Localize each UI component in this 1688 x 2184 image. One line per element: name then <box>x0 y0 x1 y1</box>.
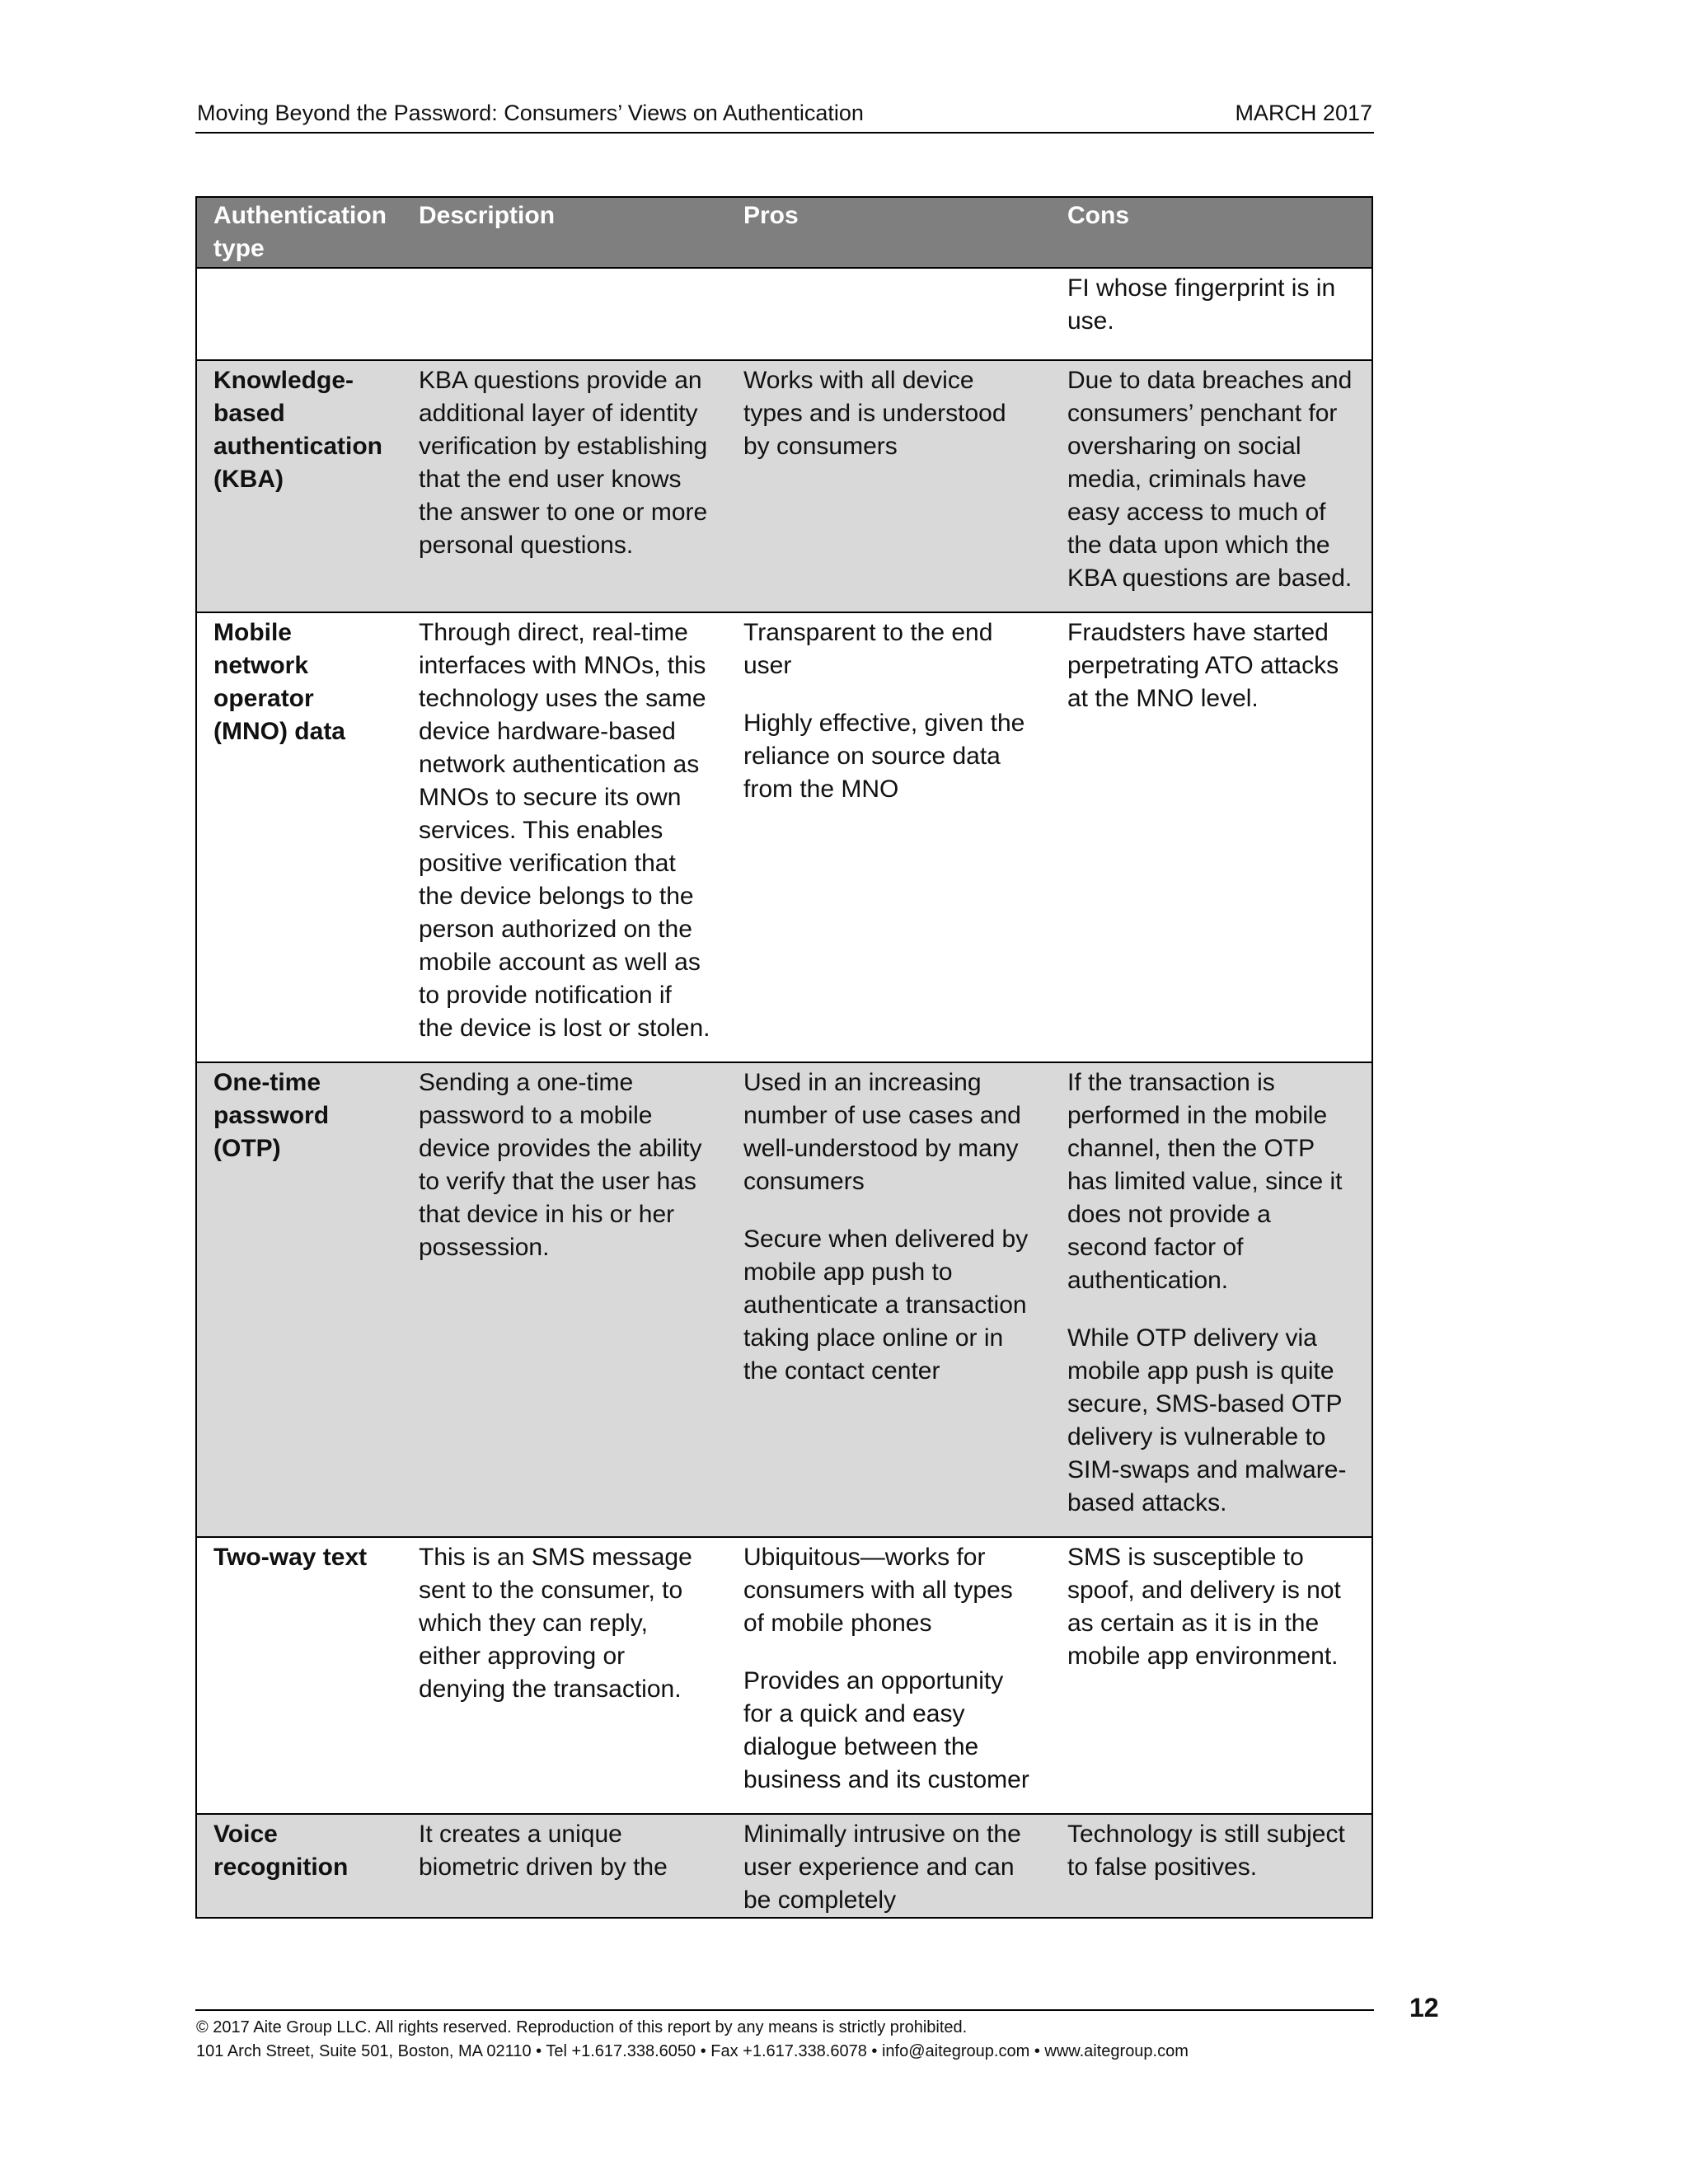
table-row <box>196 360 1372 612</box>
contact-info: 101 Arch Street, Suite 501, Boston, MA 02110 • Tel +1.617.338.6050 • Fax +1.617.338.6078 • info@aitegroup.com • www.aitegroup.com <box>196 2042 1189 2060</box>
column-header: Authentication type <box>196 197 402 268</box>
type-cell <box>196 268 402 360</box>
column-header: Cons <box>1051 197 1372 268</box>
table-row <box>196 1814 1372 1918</box>
cons-cell <box>1051 1537 1372 1814</box>
pros-text: Minimally intrusive on the user experience and can be completely <box>743 1821 1021 1914</box>
type-cell: Knowledge-based authentication (KBA) <box>213 367 383 493</box>
pros-cell <box>727 268 1051 360</box>
pros-cell <box>727 1537 1051 1814</box>
column-header: Pros <box>727 197 1051 268</box>
table-row <box>196 1537 1372 1814</box>
description-cell <box>402 1537 727 1814</box>
cons-text: Due to data breaches and consumers’ penchant for oversharing on social media, criminals have easy access to much of the data upon which the KBA questions are based. <box>1067 367 1353 592</box>
cons-text: Fraudsters have started perpetrating ATO attacks at the MNO level. <box>1067 619 1339 712</box>
description-text: KBA questions provide an additional layer of identity verification by establishing that the end user knows the answer to one or more personal questions. <box>419 367 708 559</box>
description-text: Through direct, real-time interfaces with MNOs, this technology uses the same device hardware-based network authentication as MNOs to secure its own services. This enables positive verification that the device belongs to the person authorized on the mobile account as well as to provide notification if the device is lost or stolen. <box>419 619 710 1042</box>
table-row <box>196 1062 1372 1537</box>
authentication-table <box>195 196 1373 1919</box>
pros-cell <box>727 1062 1051 1537</box>
description-cell <box>402 1814 727 1918</box>
pros-cell <box>727 360 1051 612</box>
column-header: Description <box>402 197 727 268</box>
table-header-row <box>196 197 1372 268</box>
description-cell <box>402 612 727 1062</box>
description-cell <box>402 1062 727 1537</box>
cons-cell <box>1051 1062 1372 1537</box>
cons-text: If the transaction is performed in the mobile channel, then the OTP has limited value, since it does not provide a second factor of authentication. <box>1067 1069 1343 1294</box>
cons-cell <box>1051 268 1372 360</box>
pros-text: Provides an opportunity for a quick and easy dialogue between the business and its customer <box>743 1667 1029 1793</box>
cons-text: While OTP delivery via mobile app push is quite secure, SMS-based OTP delivery is vulnerable to SIM-swaps and malware-based attacks. <box>1067 1324 1347 1516</box>
pros-text: Works with all device types and is understood by consumers <box>743 367 1006 460</box>
pros-text: Secure when delivered by mobile app push to authenticate a transaction taking place online or in the contact center <box>743 1226 1029 1385</box>
cons-text: SMS is susceptible to spoof, and delivery is not as certain as it is in the mobile app environment. <box>1067 1544 1341 1670</box>
pros-cell <box>727 1814 1051 1918</box>
document-date: MARCH 2017 <box>1235 101 1372 125</box>
type-cell: One-time password (OTP) <box>213 1069 330 1162</box>
document-title: Moving Beyond the Password: Consumers’ Views on Authentication <box>197 101 864 125</box>
description-text: It creates a unique biometric driven by the <box>419 1821 668 1881</box>
table-row <box>196 268 1372 360</box>
pros-text: Transparent to the end user <box>743 619 993 679</box>
pros-text: Used in an increasing number of use cases and well-understood by many consumers <box>743 1069 1021 1195</box>
page-number: 12 <box>1409 1993 1439 2022</box>
description-cell <box>402 360 727 612</box>
footer-divider <box>195 2009 1374 2011</box>
description-text: This is an SMS message sent to the consumer, to which they can reply, either approving or denying the transaction. <box>419 1544 692 1703</box>
cons-text: FI whose fingerprint is in use. <box>1067 274 1336 335</box>
cons-cell <box>1051 1814 1372 1918</box>
cons-cell <box>1051 612 1372 1062</box>
pros-text: Highly effective, given the reliance on source data from the MNO <box>743 710 1025 803</box>
pros-text: Ubiquitous—works for consumers with all types of mobile phones <box>743 1544 1013 1637</box>
cons-cell <box>1051 360 1372 612</box>
pros-cell <box>727 612 1051 1062</box>
description-text: Sending a one-time password to a mobile device provides the ability to verify that the user has that device in his or her possession. <box>419 1069 702 1261</box>
copyright-notice: © 2017 Aite Group LLC. All rights reserved. Reproduction of this report by any means is strictly prohibited. <box>196 2018 968 2036</box>
type-cell: Mobile network operator (MNO) data <box>213 619 345 745</box>
type-cell: Voice recognition <box>213 1821 349 1881</box>
table-row <box>196 612 1372 1062</box>
type-cell: Two-way text <box>213 1544 368 1571</box>
cons-text: Technology is still subject to false positives. <box>1067 1821 1345 1881</box>
description-cell <box>402 268 727 360</box>
page-footer <box>196 2016 1189 2064</box>
page-header <box>195 97 1374 134</box>
